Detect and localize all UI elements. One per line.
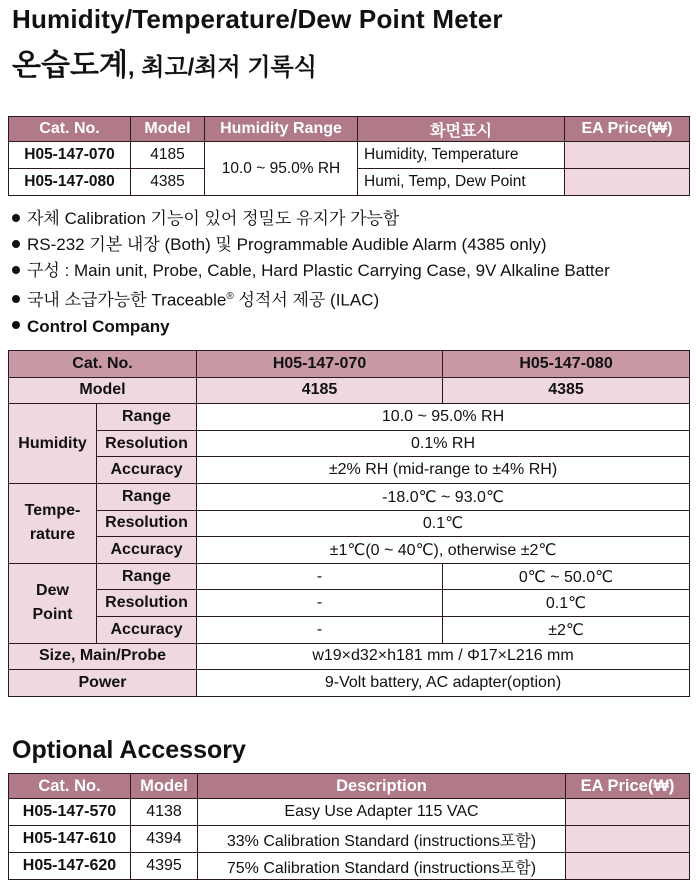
cat-no: H05-147-570 xyxy=(9,799,131,826)
size-value: w19×d32×h181 mm / Φ17×L216 mm xyxy=(197,643,690,670)
description: 75% Calibration Standard (instructions포함) xyxy=(198,853,566,880)
table-row xyxy=(9,590,690,617)
bullet-text: 구성 : Main unit, Probe, Cable, Hard Plastic Carrying Case, 9V Alkaline Batter xyxy=(27,261,610,280)
label-range: Range xyxy=(97,563,197,590)
header-price: EA Price(₩) xyxy=(566,774,690,799)
label-resolution: Resolution xyxy=(97,590,197,617)
table-row xyxy=(9,142,690,169)
label-accuracy: Accuracy xyxy=(97,457,197,484)
table-row xyxy=(9,483,690,510)
list-item xyxy=(12,284,610,314)
header-cat-no: Cat. No. xyxy=(9,774,131,799)
bullet-icon xyxy=(12,214,20,222)
model: 4185 xyxy=(131,142,205,169)
price xyxy=(566,853,690,880)
table-row xyxy=(9,826,690,853)
price xyxy=(566,826,690,853)
list-item xyxy=(12,232,610,258)
table-row xyxy=(9,404,690,431)
feature-list xyxy=(12,206,610,340)
page-title: Humidity/Temperature/Dew Point Meter xyxy=(12,4,503,34)
group-humidity: Humidity xyxy=(9,404,97,484)
humidity-range: 10.0 ~ 95.0% RH xyxy=(205,142,358,196)
dewpoint-range-a: - xyxy=(197,563,443,590)
group-line: rature xyxy=(29,526,76,544)
label-resolution: Resolution xyxy=(97,430,197,457)
table-row xyxy=(9,616,690,643)
label-size: Size, Main/Probe xyxy=(9,643,197,670)
price xyxy=(565,142,690,169)
table-row xyxy=(9,563,690,590)
spec-model-row xyxy=(9,377,690,404)
subtitle-sub: , 최고/최저 기록식 xyxy=(127,54,317,81)
humidity-resolution: 0.1% RH xyxy=(197,430,690,457)
display: Humi, Temp, Dew Point xyxy=(358,169,565,196)
description: 33% Calibration Standard (instructions포함) xyxy=(198,826,566,853)
spec-header-row xyxy=(9,351,690,378)
list-item xyxy=(12,258,610,284)
label-accuracy: Accuracy xyxy=(97,616,197,643)
accessory-header-row xyxy=(9,774,690,799)
group-line: Dew xyxy=(36,582,69,600)
spec-model-b: 4385 xyxy=(443,377,690,404)
group-dewpoint xyxy=(9,563,97,643)
table-row xyxy=(9,457,690,484)
label-accuracy: Accuracy xyxy=(97,537,197,564)
accessory-title: Optional Accessory xyxy=(12,736,246,764)
label-range: Range xyxy=(97,404,197,431)
temperature-accuracy: ±1℃(0 ~ 40℃), otherwise ±2℃ xyxy=(197,537,690,564)
dewpoint-accuracy-a: - xyxy=(197,616,443,643)
product-table xyxy=(8,116,690,196)
label-power: Power xyxy=(9,670,197,697)
page-subtitle xyxy=(12,40,317,84)
humidity-accuracy: ±2% RH (mid-range to ±4% RH) xyxy=(197,457,690,484)
humidity-range: 10.0 ~ 95.0% RH xyxy=(197,404,690,431)
model: 4394 xyxy=(131,826,198,853)
bullet-icon xyxy=(12,295,20,303)
bullet-icon xyxy=(12,266,20,274)
list-item xyxy=(12,206,610,232)
bullet-icon xyxy=(12,321,20,329)
dewpoint-range-b: 0℃ ~ 50.0℃ xyxy=(443,563,690,590)
model: 4395 xyxy=(131,853,198,880)
cat-no: H05-147-620 xyxy=(9,853,131,880)
header-display: 화면표시 xyxy=(358,117,565,142)
group-line: Point xyxy=(32,606,73,624)
temperature-resolution: 0.1℃ xyxy=(197,510,690,537)
list-item xyxy=(12,314,610,340)
temperature-range: -18.0℃ ~ 93.0℃ xyxy=(197,483,690,510)
label-range: Range xyxy=(97,483,197,510)
header-model: Model xyxy=(131,117,205,142)
bullet-text: 성적서 제공 (ILAC) xyxy=(233,290,380,310)
header-humidity-range: Humidity Range xyxy=(205,117,358,142)
spec-model-a: 4185 xyxy=(197,377,443,404)
cat-no: H05-147-610 xyxy=(9,826,131,853)
spec-cat-label: Cat. No. xyxy=(9,351,197,378)
brand-name: Control Company xyxy=(27,316,170,336)
display: Humidity, Temperature xyxy=(358,142,565,169)
model: 4138 xyxy=(131,799,198,826)
label-resolution: Resolution xyxy=(97,510,197,537)
dewpoint-resolution-b: 0.1℃ xyxy=(443,590,690,617)
spec-table xyxy=(8,350,690,697)
header-description: Description xyxy=(198,774,566,799)
registered-mark: ® xyxy=(226,291,234,302)
power-value: 9-Volt battery, AC adapter(option) xyxy=(197,670,690,697)
product-header-row xyxy=(9,117,690,142)
description: Easy Use Adapter 115 VAC xyxy=(198,799,566,826)
price xyxy=(565,169,690,196)
table-row xyxy=(9,670,690,697)
accessory-table xyxy=(8,773,690,880)
dewpoint-accuracy-b: ±2℃ xyxy=(443,616,690,643)
table-row xyxy=(9,537,690,564)
cat-no: H05-147-080 xyxy=(9,169,131,196)
price xyxy=(566,799,690,826)
spec-cat-b: H05-147-080 xyxy=(443,351,690,378)
table-row xyxy=(9,853,690,880)
dewpoint-resolution-a: - xyxy=(197,590,443,617)
table-row xyxy=(9,510,690,537)
subtitle-main: 온습도계 xyxy=(12,49,128,82)
bullet-icon xyxy=(12,240,20,248)
header-model: Model xyxy=(131,774,198,799)
table-row xyxy=(9,799,690,826)
table-row xyxy=(9,430,690,457)
group-temperature xyxy=(9,483,97,563)
bullet-text: 국내 소급가능한 Traceable xyxy=(27,290,227,310)
group-line: Tempe- xyxy=(24,502,81,520)
bullet-text: RS-232 기본 내장 (Both) 및 Programmable Audible Alarm (4385 only) xyxy=(27,235,547,254)
spec-model-label: Model xyxy=(9,377,197,404)
table-row xyxy=(9,643,690,670)
header-cat-no: Cat. No. xyxy=(9,117,131,142)
spec-cat-a: H05-147-070 xyxy=(197,351,443,378)
model: 4385 xyxy=(131,169,205,196)
header-price: EA Price(₩) xyxy=(565,117,690,142)
bullet-text: 자체 Calibration 기능이 있어 정밀도 유지가 가능함 xyxy=(27,209,400,228)
cat-no: H05-147-070 xyxy=(9,142,131,169)
